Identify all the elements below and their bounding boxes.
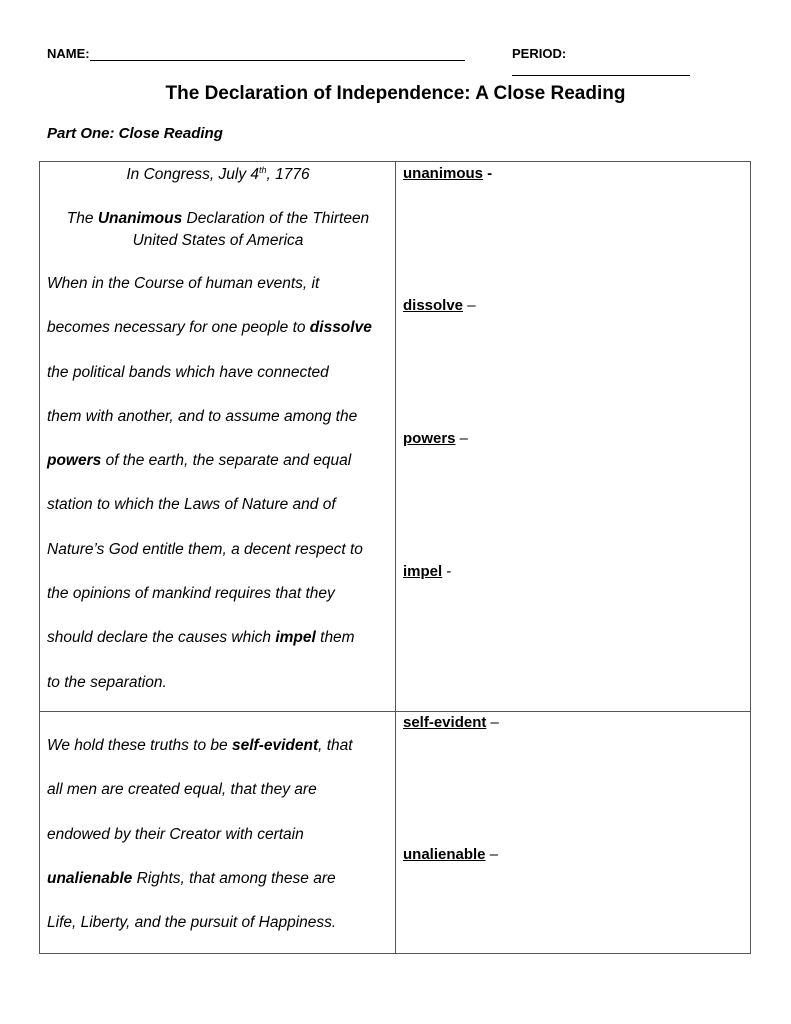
passage-line: endowed by their Creator with certain — [47, 825, 304, 843]
vocab-self-evident[interactable]: self-evident – — [403, 714, 499, 731]
passage-line: Nature’s God entitle them, a decent respect to — [47, 540, 363, 558]
period-field[interactable] — [512, 46, 744, 76]
passage-line: We hold these truths to be self-evident, that — [47, 737, 353, 754]
declaration-heading-line2: United States of America — [132, 232, 304, 249]
passage-line: powers of the earth, the separate and equal — [47, 452, 352, 470]
passage-line: unalienable Rights, that among these are — [47, 869, 336, 887]
vocab-powers[interactable]: powers – — [403, 430, 469, 447]
passage-preamble — [47, 164, 389, 705]
student-info-header — [47, 46, 744, 66]
passage-line: becomes necessary for one people to dissolve — [47, 319, 372, 337]
part-heading: Part One: Close Reading — [47, 125, 223, 142]
vocab-impel[interactable]: impel - — [403, 563, 452, 580]
vocab-dissolve[interactable]: dissolve – — [403, 297, 476, 314]
period-label: PERIOD: — [512, 46, 567, 61]
passage-self-evident-truths — [47, 724, 389, 945]
vocab-unalienable[interactable]: unalienable – — [403, 846, 499, 863]
name-field[interactable] — [47, 46, 465, 61]
passage-line: When in the Course of human events, it — [47, 275, 320, 292]
passage-line: Life, Liberty, and the pursuit of Happiness. — [47, 914, 337, 932]
dateline: In Congress, July 4th, 1776 — [126, 164, 310, 183]
passage-line: them with another, and to assume among the — [47, 407, 358, 425]
passage-line: station to which the Laws of Nature and of — [47, 496, 336, 514]
passage-line: should declare the causes which impel them — [47, 629, 355, 647]
column-divider — [395, 162, 396, 953]
vocab-unanimous[interactable]: unanimous - — [403, 165, 493, 182]
passage-line: to the separation. — [47, 673, 167, 691]
period-blank-line[interactable] — [512, 61, 690, 76]
close-reading-table — [39, 161, 751, 954]
name-label: NAME: — [47, 46, 90, 61]
name-blank-line[interactable] — [90, 46, 465, 61]
passage-line: the political bands which have connected — [47, 363, 329, 381]
passage-line: all men are created equal, that they are — [47, 781, 317, 799]
row-divider — [40, 711, 750, 712]
passage-line: the opinions of mankind requires that they — [47, 585, 335, 603]
page-title: The Declaration of Independence: A Close Reading — [165, 83, 626, 104]
declaration-heading: The Unanimous Declaration of the Thirteen — [66, 210, 370, 227]
